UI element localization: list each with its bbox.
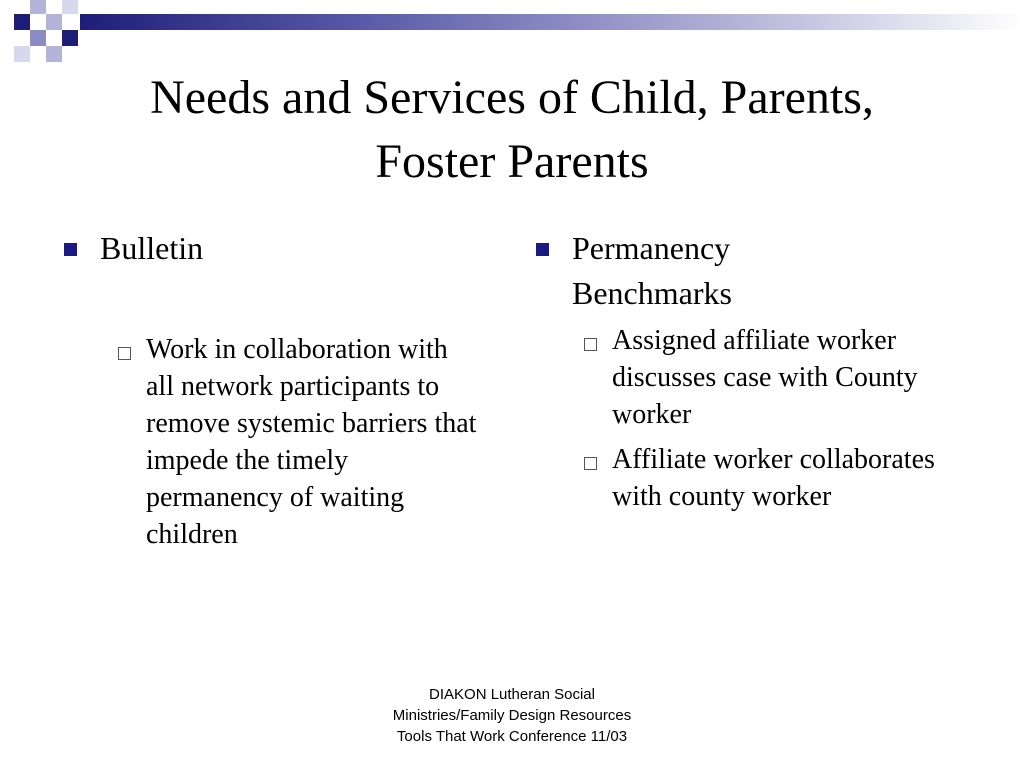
- title-line-2: Foster Parents: [375, 135, 649, 188]
- footer-line-3: Tools That Work Conference 11/03: [396, 728, 628, 745]
- permanency-item-text: Affiliate worker collaborates with county worker: [612, 444, 935, 512]
- bulletin-item-text: Work in collaboration with all network participants to remove systemic barriers that impede the timely permanency of waiting children: [146, 334, 477, 550]
- footer-line-1: DIAKON Lutheran Social: [429, 686, 595, 703]
- right-column: [532, 226, 972, 515]
- left-column: [60, 226, 480, 553]
- bulletin-heading: Bulletin: [100, 230, 204, 266]
- deco-square-icon: [62, 30, 78, 46]
- filled-square-icon: [536, 243, 549, 256]
- permanency-heading-item: [532, 226, 972, 316]
- permanency-item-text: Assigned affiliate worker discusses case with County worker: [612, 325, 918, 430]
- list-item: [582, 441, 972, 515]
- deco-square-icon: [30, 30, 46, 46]
- deco-square-icon: [46, 46, 62, 62]
- deco-square-icon: [14, 14, 30, 30]
- slide-title: [40, 66, 984, 194]
- bulletin-heading-item: [60, 226, 480, 271]
- deco-square-icon: [14, 46, 30, 62]
- deco-square-icon: [30, 0, 46, 14]
- filled-square-icon: [64, 243, 77, 256]
- list-item: [582, 322, 972, 433]
- hollow-square-icon: [584, 457, 597, 470]
- list-item: [116, 331, 480, 553]
- bulletin-sub-list: [116, 331, 480, 553]
- title-line-1: Needs and Services of Child, Parents,: [150, 71, 874, 124]
- hollow-square-icon: [584, 338, 597, 351]
- header-gradient-bar: [80, 14, 1024, 30]
- deco-square-icon: [62, 0, 78, 14]
- deco-square-icon: [46, 14, 62, 30]
- permanency-heading-line-2: Benchmarks: [572, 275, 732, 311]
- permanency-heading-line-1: Permanency: [572, 230, 731, 266]
- hollow-square-icon: [118, 347, 131, 360]
- permanency-sub-list: [582, 322, 972, 515]
- footer-line-2: Ministries/Family Design Resources: [392, 707, 632, 724]
- slide-footer: [312, 684, 712, 747]
